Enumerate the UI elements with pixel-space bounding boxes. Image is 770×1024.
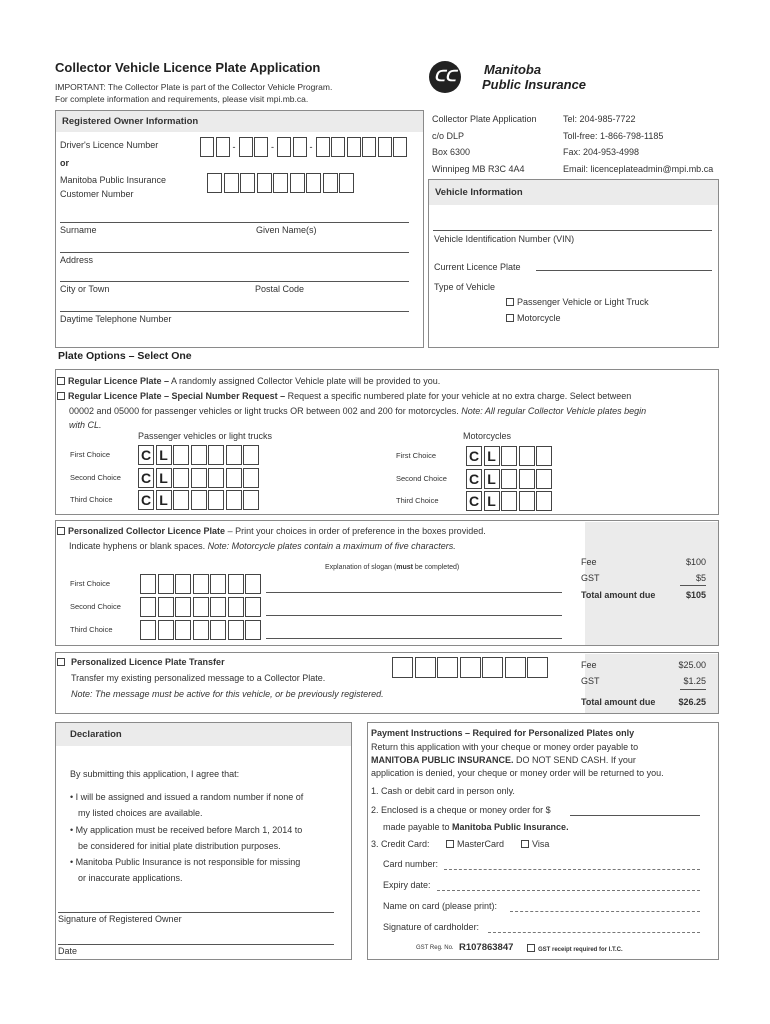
option-cash: 1. Cash or debit card in person only. xyxy=(371,786,515,796)
label: Type of Vehicle xyxy=(434,282,496,292)
checkbox[interactable] xyxy=(521,840,529,848)
date-field[interactable] xyxy=(58,944,334,945)
personalized-choice-input[interactable] xyxy=(140,620,263,640)
char-box[interactable] xyxy=(216,137,230,157)
char-box[interactable] xyxy=(140,620,156,640)
email[interactable]: Email: licenceplateadmin@mpi.mb.ca xyxy=(563,163,714,174)
divider xyxy=(680,689,706,690)
personalized-option[interactable]: Personalized Collector Licence Plate – Print your choices in order of preference in the boxes provided. xyxy=(57,526,486,536)
char-box[interactable] xyxy=(339,173,354,193)
char-box[interactable] xyxy=(501,446,517,466)
payable-text: made payable to Manitoba Public Insurance. xyxy=(383,822,569,832)
personalized-choice-input[interactable] xyxy=(140,597,263,617)
explanation-label: Explanation of slogan (must be completed) xyxy=(325,564,460,571)
city-postal-field[interactable] xyxy=(60,281,409,282)
char-box[interactable] xyxy=(193,620,209,640)
page-title: Collector Vehicle Licence Plate Application xyxy=(55,60,321,75)
char-box[interactable] xyxy=(257,173,272,193)
char-box[interactable] xyxy=(362,137,376,157)
checkbox[interactable] xyxy=(57,392,65,400)
char-box[interactable] xyxy=(501,469,517,489)
char-box[interactable]: C xyxy=(138,490,154,510)
motorcycle-option[interactable]: Motorcycle xyxy=(506,313,561,323)
checkbox[interactable] xyxy=(506,298,514,306)
char-box[interactable] xyxy=(536,446,552,466)
contact-info xyxy=(563,111,713,177)
char-box[interactable] xyxy=(536,469,552,489)
fee-value: $25.00 xyxy=(678,660,706,670)
gst-value: $5 xyxy=(695,573,706,583)
char-box[interactable] xyxy=(527,657,548,678)
char-box[interactable] xyxy=(306,173,321,193)
char-box[interactable] xyxy=(243,445,259,465)
char-box[interactable] xyxy=(228,620,244,640)
mastercard-option[interactable]: MasterCard xyxy=(446,839,504,849)
char-box[interactable] xyxy=(228,597,244,617)
choice-label: Third Choice xyxy=(396,496,439,505)
gst-receipt-option[interactable]: GST receipt required for I.T.C. xyxy=(527,944,623,953)
regular-plate-option[interactable]: Regular Licence Plate – A randomly assigned Collector Vehicle plate will be provided to you. xyxy=(57,376,440,386)
passenger-choice-input[interactable] xyxy=(138,468,261,488)
char-box[interactable] xyxy=(175,620,191,640)
fee-value: $100 xyxy=(685,557,706,567)
char-box[interactable]: C xyxy=(466,469,482,489)
char-box[interactable]: L xyxy=(156,468,172,488)
char-box[interactable] xyxy=(191,468,207,488)
char-box[interactable] xyxy=(393,137,407,157)
section-heading: Plate Options – Select One xyxy=(58,350,192,362)
column-heading: Motorcycles xyxy=(463,431,512,441)
cheque-amount-field[interactable] xyxy=(570,815,700,816)
option-cheque: 2. Enclosed is a cheque or money order for $ xyxy=(371,805,551,815)
char-box[interactable] xyxy=(158,597,174,617)
char-box[interactable] xyxy=(208,490,224,510)
column-heading: Passenger vehicles or light trucks xyxy=(138,431,273,441)
char-box[interactable] xyxy=(243,490,259,510)
address-line: c/o DLP xyxy=(432,130,465,141)
label: Customer Number xyxy=(60,189,134,199)
label: Signature of Registered Owner xyxy=(58,914,182,924)
gst-label: GST xyxy=(581,676,600,686)
char-box[interactable]: C xyxy=(138,468,154,488)
char-box[interactable] xyxy=(173,445,189,465)
char-box[interactable] xyxy=(392,657,413,678)
char-box[interactable]: L xyxy=(156,445,172,465)
transfer-note: Note: The message must be active for this vehicle, or be previously registered. xyxy=(71,689,384,699)
note: with CL. xyxy=(69,420,102,430)
motorcycle-choice-input[interactable] xyxy=(466,491,554,511)
char-box[interactable] xyxy=(239,137,253,157)
choice-label: First Choice xyxy=(70,450,111,459)
char-box[interactable] xyxy=(224,173,239,193)
slogan-explanation-field[interactable] xyxy=(266,592,562,593)
char-box[interactable] xyxy=(245,597,261,617)
label: Name on card (please print): xyxy=(383,901,498,911)
char-box[interactable] xyxy=(207,173,222,193)
char-box[interactable] xyxy=(193,574,209,594)
mpi-logo-icon: ᑕᑕ xyxy=(429,61,461,93)
gst-number: R107863847 xyxy=(459,942,514,953)
label: Given Name(s) xyxy=(256,225,317,235)
checkbox[interactable] xyxy=(57,527,65,535)
char-box[interactable] xyxy=(210,574,226,594)
address-line: Winnipeg MB R3C 4A4 xyxy=(432,163,525,174)
char-box[interactable] xyxy=(347,137,361,157)
separator: - xyxy=(309,142,313,152)
total-label: Total amount due xyxy=(581,590,656,600)
char-box[interactable] xyxy=(277,137,291,157)
visa-option[interactable]: Visa xyxy=(521,839,549,849)
char-box[interactable] xyxy=(173,490,189,510)
vin-field[interactable] xyxy=(433,230,712,231)
card-number-field[interactable] xyxy=(444,869,700,870)
separator: - xyxy=(232,142,236,152)
char-box[interactable] xyxy=(273,173,288,193)
toll-free: Toll-free: 1-866-798-1185 xyxy=(563,130,664,141)
char-box[interactable] xyxy=(437,657,458,678)
choice-label: Third Choice xyxy=(70,625,113,634)
choice-label: First Choice xyxy=(396,451,437,460)
char-box[interactable] xyxy=(210,620,226,640)
address-line: Collector Plate Application xyxy=(432,114,537,124)
char-box[interactable] xyxy=(226,490,242,510)
choice-label: Second Choice xyxy=(396,474,447,483)
slogan-explanation-field[interactable] xyxy=(266,615,562,616)
char-box[interactable]: L xyxy=(484,469,500,489)
drivers-licence-input[interactable] xyxy=(200,137,409,157)
char-box[interactable] xyxy=(200,137,214,157)
label: City or Town xyxy=(60,284,110,294)
choice-label: Second Choice xyxy=(70,602,121,611)
special-number-option[interactable]: Regular Licence Plate – Special Number Request – Request a specific numbered plate for your vehicle at no extra charge. Select between xyxy=(57,391,631,401)
char-box[interactable] xyxy=(460,657,481,678)
char-box[interactable] xyxy=(173,468,189,488)
signature-field[interactable] xyxy=(58,912,334,913)
fee-panel xyxy=(585,522,718,645)
char-box[interactable] xyxy=(245,620,261,640)
passenger-option[interactable]: Passenger Vehicle or Light Truck xyxy=(506,297,649,307)
label: Surname xyxy=(60,225,97,235)
total-label: Total amount due xyxy=(581,697,656,707)
char-box[interactable] xyxy=(226,445,242,465)
char-box[interactable] xyxy=(228,574,244,594)
personalized-text: Indicate hyphens or blank spaces. Note: Motorcycle plates contain a maximum of five characters. xyxy=(69,541,456,551)
label: or xyxy=(60,158,69,168)
logo-text-2: Public Insurance xyxy=(482,77,587,92)
char-box[interactable] xyxy=(158,620,174,640)
fee-label: Fee xyxy=(581,557,597,567)
personalized-choice-input[interactable] xyxy=(140,574,263,594)
customer-number-input[interactable] xyxy=(207,173,356,193)
label: Daytime Telephone Number xyxy=(60,314,172,324)
separator: - xyxy=(271,142,274,152)
char-box[interactable] xyxy=(378,137,392,157)
section-heading: Vehicle Information xyxy=(429,180,718,205)
expiry-field[interactable] xyxy=(437,890,700,891)
char-box[interactable] xyxy=(519,446,535,466)
mailing-address xyxy=(432,111,537,177)
total-value: $105 xyxy=(685,590,706,600)
label: Vehicle Identification Number (VIN) xyxy=(434,234,575,244)
phone: Tel: 204-985-7722 xyxy=(563,114,636,124)
section-heading: Declaration xyxy=(56,723,351,746)
fee-label: Fee xyxy=(581,660,597,670)
logo-text-1: Manitoba xyxy=(484,62,542,77)
motorcycle-choice-input[interactable] xyxy=(466,446,554,466)
declaration-list: • I will be assigned and issued a random number if none of my listed choices are available. • My application must be received before March 1, 2014 to be considered for initial plate distribution purposes. • Manitoba Public Insurance is not responsible for missing or inaccurate applications. xyxy=(70,792,304,884)
char-box[interactable] xyxy=(290,173,305,193)
char-box[interactable] xyxy=(323,173,338,193)
label: GST Reg. No. xyxy=(416,945,454,951)
cardholder-signature-field[interactable] xyxy=(488,932,700,933)
checkbox[interactable] xyxy=(57,377,65,385)
checkbox[interactable] xyxy=(57,658,65,666)
gst-label: GST xyxy=(581,573,600,583)
fax: Fax: 204-953-4998 xyxy=(563,147,640,157)
char-box[interactable] xyxy=(175,574,191,594)
char-box[interactable] xyxy=(501,491,517,511)
char-box[interactable] xyxy=(208,468,224,488)
char-box[interactable]: L xyxy=(484,491,500,511)
checkbox[interactable] xyxy=(446,840,454,848)
name-on-card-field[interactable] xyxy=(510,911,700,912)
char-box[interactable] xyxy=(254,137,268,157)
declaration-intro: By submitting this application, I agree that: xyxy=(70,769,240,779)
char-box[interactable] xyxy=(519,469,535,489)
label: Address xyxy=(60,255,94,265)
char-box[interactable] xyxy=(415,657,436,678)
char-box[interactable]: C xyxy=(138,445,154,465)
label: Driver's Licence Number xyxy=(60,140,159,150)
label: Card number: xyxy=(383,859,439,869)
label: Manitoba Public Insurance xyxy=(60,175,167,185)
transfer-plate-input[interactable] xyxy=(392,657,550,678)
choice-label: Third Choice xyxy=(70,495,113,504)
surname-field[interactable] xyxy=(60,222,409,223)
char-box[interactable] xyxy=(240,173,255,193)
payment-instructions: Return this application with your cheque or money order payable to MANITOBA PUBLIC INSURANCE. DO NOT SEND CASH. If your application is denied, your cheque or money order will be returned to you. xyxy=(371,742,664,778)
char-box[interactable] xyxy=(140,597,156,617)
char-box[interactable]: L xyxy=(156,490,172,510)
char-box[interactable] xyxy=(191,490,207,510)
address-field[interactable] xyxy=(60,252,409,253)
transfer-option[interactable]: Personalized Licence Plate Transfer xyxy=(57,657,225,667)
divider xyxy=(680,585,706,586)
label: Date xyxy=(58,946,78,956)
char-box[interactable] xyxy=(293,137,307,157)
char-box[interactable] xyxy=(140,574,156,594)
slogan-explanation-field[interactable] xyxy=(266,638,562,639)
char-box[interactable] xyxy=(175,597,191,617)
special-number-text: 00002 and 05000 for passenger vehicles or light trucks OR between 002 and 200 for motorcycles. Note: All regular Collector Vehicle plates begin xyxy=(69,406,647,416)
label: Signature of cardholder: xyxy=(383,922,480,932)
choice-label: First Choice xyxy=(70,579,111,588)
char-box[interactable] xyxy=(210,597,226,617)
char-box[interactable] xyxy=(482,657,503,678)
char-box[interactable]: L xyxy=(484,446,500,466)
motorcycle-choice-input[interactable] xyxy=(466,469,554,489)
important-note: IMPORTANT: The Collector Plate is part of the Collector Vehicle Program. xyxy=(55,82,333,92)
char-box[interactable]: C xyxy=(466,446,482,466)
checkbox[interactable] xyxy=(506,314,514,322)
char-box[interactable] xyxy=(316,137,330,157)
char-box[interactable] xyxy=(536,491,552,511)
char-box[interactable]: C xyxy=(466,491,482,511)
transfer-text: Transfer my existing personalized message to a Collector Plate. xyxy=(71,673,326,683)
current-plate-field[interactable] xyxy=(536,270,712,271)
choice-label: Second Choice xyxy=(70,473,121,482)
char-box[interactable] xyxy=(208,445,224,465)
passenger-choice-input[interactable] xyxy=(138,490,261,510)
label: Postal Code xyxy=(255,284,305,294)
label: Current Licence Plate xyxy=(434,262,521,272)
option-credit: 3. Credit Card: xyxy=(371,839,430,849)
section-heading: Payment Instructions – Required for Personalized Plates only xyxy=(371,728,635,738)
char-box[interactable] xyxy=(243,468,259,488)
label: Expiry date: xyxy=(383,880,431,890)
phone-field[interactable] xyxy=(60,311,409,312)
passenger-choice-input[interactable] xyxy=(138,445,261,465)
char-box[interactable] xyxy=(519,491,535,511)
char-box[interactable] xyxy=(193,597,209,617)
char-box[interactable] xyxy=(505,657,526,678)
char-box[interactable] xyxy=(331,137,345,157)
char-box[interactable] xyxy=(191,445,207,465)
gst-value: $1.25 xyxy=(683,676,706,686)
address-line: Box 6300 xyxy=(432,147,471,157)
checkbox[interactable] xyxy=(527,944,535,952)
char-box[interactable] xyxy=(158,574,174,594)
char-box[interactable] xyxy=(226,468,242,488)
char-box[interactable] xyxy=(245,574,261,594)
total-value: $26.25 xyxy=(678,697,706,707)
info-note: For complete information and requirements, please visit mpi.mb.ca. xyxy=(55,94,309,104)
section-heading: Registered Owner Information xyxy=(56,111,423,132)
